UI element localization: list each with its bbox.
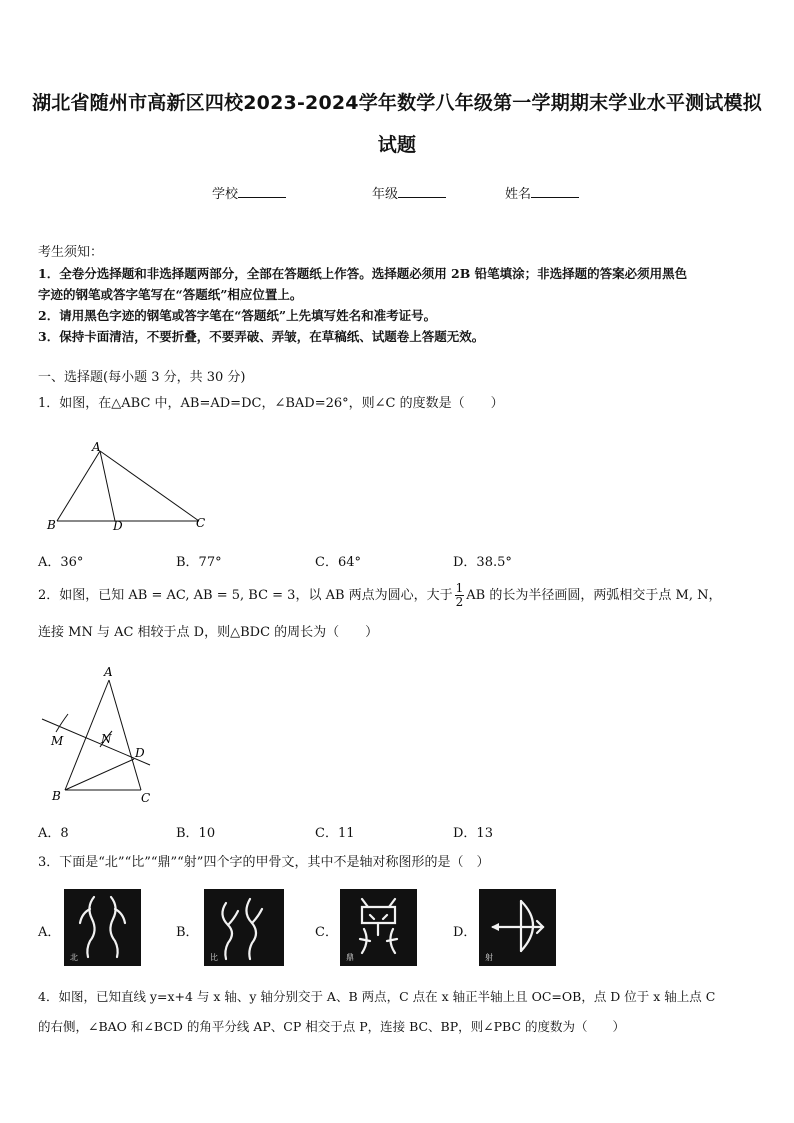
school-label: 学校 bbox=[212, 187, 239, 202]
q1-segment-ab bbox=[57, 451, 100, 521]
oracle-bi-caption: 比 bbox=[210, 953, 218, 962]
q3-option-a-label: A． bbox=[38, 925, 61, 940]
q2-option-c: C．11 bbox=[315, 826, 355, 841]
notice-heading: 考生须知： bbox=[38, 245, 104, 260]
q2-stem-a: 2．如图，已知 AB = AC, AB = 5, BC = 3，以 AB 两点为圆心，大于 bbox=[38, 588, 453, 603]
q3-stem: 3．下面是“北”“比”“鼎”“射”四个字的甲骨文，其中不是轴对称图形的是（ ） bbox=[38, 855, 490, 870]
notice-item-1b: 字迹的钢笔或答字笔写在“答题纸”相应位置上。 bbox=[38, 287, 303, 302]
grade-label: 年级 bbox=[372, 187, 399, 202]
q2-label-b: B bbox=[52, 789, 61, 803]
oracle-ding-image bbox=[340, 889, 417, 966]
name-label: 姓名 bbox=[505, 187, 532, 202]
q2-label-a: A bbox=[104, 665, 113, 679]
q1-label-d: D bbox=[113, 519, 123, 533]
q2-stem-c: 连接 MN 与 AC 相较于点 D，则△BDC 的周长为（ ） bbox=[38, 625, 379, 640]
section-heading: 一、选择题(每小题 3 分，共 30 分) bbox=[38, 370, 246, 385]
q1-stem: 1．如图，在△ABC 中，AB=AD=DC，∠BAD=26°，则∠C 的度数是（ ） bbox=[38, 396, 504, 411]
q4-stem-b: 的右侧，∠BAO 和∠BCD 的角平分线 AP、CP 相交于点 P，连接 BC、BP，则∠PBC 的度数为（ ） bbox=[38, 1019, 625, 1034]
q1-triangle-figure bbox=[44, 437, 214, 533]
q2-fraction-numerator: 1 bbox=[455, 581, 464, 595]
notice-item-1a: 1．全卷分选择题和非选择题两部分，全部在答题纸上作答。选择题必须用 2B 铅笔填涂；非选择题的答案必须用黑色 bbox=[38, 266, 688, 281]
q2-option-b: B．10 bbox=[176, 826, 216, 841]
q2-fraction-denominator: 2 bbox=[455, 595, 464, 609]
q2-fraction bbox=[455, 582, 465, 609]
grade-field bbox=[372, 183, 446, 202]
oracle-ding-caption: 鼎 bbox=[346, 953, 354, 962]
q2-option-d: D．13 bbox=[453, 826, 493, 841]
oracle-bei-image bbox=[64, 889, 141, 966]
q2-label-m: M bbox=[51, 734, 64, 748]
name-blank bbox=[531, 185, 579, 198]
q1-segment-ac bbox=[100, 451, 199, 521]
name-field bbox=[505, 183, 579, 202]
page-title-line2: 试题 bbox=[377, 134, 417, 156]
oracle-she-image bbox=[479, 889, 556, 966]
q2-triangle-figure bbox=[38, 664, 158, 808]
oracle-she-caption: 射 bbox=[485, 953, 493, 962]
notice-item-3: 3．保持卡面清洁，不要折叠，不要弄破、弄皱，在草稿纸、试题卷上答题无效。 bbox=[38, 329, 485, 344]
q1-option-d: D．38.5° bbox=[453, 555, 512, 570]
q1-option-b: B．77° bbox=[176, 555, 222, 570]
q2-option-a: A．8 bbox=[38, 826, 69, 841]
q1-segment-ad bbox=[100, 451, 115, 521]
q1-label-b: B bbox=[47, 518, 56, 532]
q2-label-n: N bbox=[101, 732, 112, 746]
q2-label-c: C bbox=[141, 791, 151, 805]
q4-stem-a: 4．如图，已知直线 y=x+4 与 x 轴、y 轴分别交于 A、B 两点，C 点在 x 轴正半轴上且 OC=OB，点 D 位于 x 轴上点 C bbox=[38, 989, 716, 1004]
q2-stem-line1 bbox=[38, 582, 721, 609]
q1-label-a: A bbox=[92, 440, 101, 454]
q2-label-d: D bbox=[135, 746, 145, 760]
q2-segment-ac bbox=[109, 680, 141, 790]
q3-option-b-label: B． bbox=[176, 925, 199, 940]
q1-option-a: A．36° bbox=[38, 555, 84, 570]
school-field bbox=[212, 183, 286, 202]
q1-option-c: C．64° bbox=[315, 555, 361, 570]
q1-label-c: C bbox=[196, 516, 206, 530]
q2-stem-b: AB 的长为半径画圆，两弧相交于点 M, N， bbox=[466, 588, 722, 603]
oracle-bi-image bbox=[204, 889, 284, 966]
page-title: 湖北省随州市高新区四校2023-2024学年数学八年级第一学期期末学业水平测试模拟 bbox=[32, 92, 762, 114]
notice-item-2: 2．请用黑色字迹的钢笔或答字笔在“答题纸”上先填写姓名和准考证号。 bbox=[38, 308, 437, 323]
q3-option-c-label: C． bbox=[315, 925, 338, 940]
oracle-bei-caption: 北 bbox=[70, 953, 78, 962]
school-blank bbox=[238, 185, 286, 198]
grade-blank bbox=[398, 185, 446, 198]
q3-option-d-label: D． bbox=[453, 925, 477, 940]
